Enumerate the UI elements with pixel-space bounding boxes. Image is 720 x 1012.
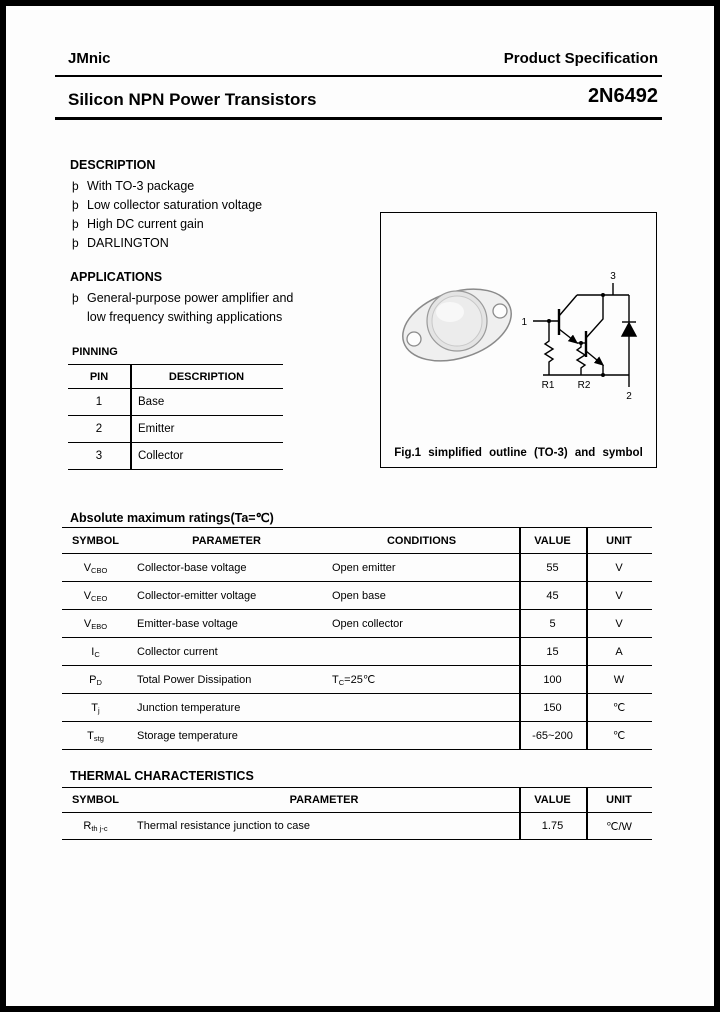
value-cell: 100 — [543, 673, 562, 686]
table-row — [62, 722, 652, 750]
table-row — [62, 638, 652, 666]
pinning-heading: PINNING — [72, 346, 118, 358]
symbol-cell: Tj — [91, 701, 100, 715]
conditions-cell: Open emitter — [332, 561, 396, 574]
table-row — [62, 582, 652, 610]
list-item-text: Low collector saturation voltage — [87, 198, 263, 212]
parameter-cell: Junction temperature — [137, 701, 241, 714]
table-row — [68, 416, 283, 443]
applications-heading: APPLICATIONS — [70, 270, 163, 284]
symbol-cell: VEBO — [83, 617, 108, 631]
conditions-cell: Open collector — [332, 617, 403, 630]
unit-cell: V — [615, 589, 623, 602]
table-row — [68, 443, 283, 470]
list-item-text: General-purpose power amplifier and — [87, 291, 294, 305]
brand-logo-text: JMnic — [68, 50, 111, 67]
pin-number: 1 — [95, 396, 103, 408]
table-header-row — [62, 788, 652, 813]
bullet-icon: þ — [72, 291, 79, 305]
table-vline — [519, 528, 521, 750]
to3-package-drawing — [394, 276, 521, 373]
r2-label: R2 — [577, 380, 591, 391]
value-cell: 45 — [546, 589, 559, 602]
unit-cell: V — [615, 561, 623, 574]
table-row — [68, 389, 283, 416]
bullet-icon: þ — [72, 198, 79, 212]
parameter-cell: Collector-base voltage — [137, 561, 247, 574]
applications-list — [72, 289, 293, 327]
table-row — [62, 666, 652, 694]
symbol-cell: Tstg — [87, 729, 104, 743]
table-row — [62, 694, 652, 722]
table-row — [62, 554, 652, 582]
conditions-cell: TC=25℃ — [332, 674, 376, 687]
table-vline — [586, 528, 588, 750]
table-vline — [586, 788, 588, 840]
value-cell: -65~200 — [532, 729, 573, 742]
list-item — [72, 234, 262, 253]
figure-caption: Fig.1 simplified outline (TO-3) and symbol — [394, 447, 643, 459]
header-spec-label: Product Specification — [503, 50, 658, 67]
header-rule — [55, 75, 662, 77]
column-header-symbol: SYMBOL — [71, 794, 120, 806]
pin-number: 2 — [95, 423, 103, 435]
bullet-icon: þ — [72, 236, 79, 250]
list-item-text: High DC current gain — [87, 217, 204, 231]
column-header-value: VALUE — [534, 534, 571, 547]
page-title: Silicon NPN Power Transistors — [68, 90, 317, 109]
value-cell: 55 — [546, 561, 559, 574]
unit-cell: A — [615, 645, 623, 658]
r1-label: R1 — [541, 380, 555, 391]
list-item-text: DARLINGTON — [87, 236, 169, 250]
column-header-conditions: CONDITIONS — [386, 534, 457, 547]
bullet-icon: þ — [72, 179, 79, 193]
parameter-cell: Storage temperature — [137, 729, 238, 742]
symbol-cell: Rth j-c — [83, 820, 108, 833]
pin-description: Emitter — [138, 423, 175, 435]
list-item-continuation — [72, 308, 293, 327]
value-cell: 15 — [546, 645, 559, 658]
list-item — [72, 196, 262, 215]
column-header-pin: PIN — [89, 370, 109, 383]
list-item — [72, 289, 293, 308]
title-rule — [55, 117, 662, 120]
unit-cell: V — [615, 617, 623, 630]
list-item — [72, 177, 262, 196]
column-header-parameter: PARAMETER — [192, 534, 261, 547]
thermal-heading: THERMAL CHARACTERISTICS — [70, 769, 254, 783]
bullet-icon: þ — [72, 217, 79, 231]
pin3-label: 3 — [610, 271, 616, 282]
description-list — [72, 177, 262, 253]
symbol-cell: PD — [89, 673, 102, 687]
part-number: 2N6492 — [587, 85, 658, 107]
symbol-cell: IC — [91, 645, 100, 659]
conditions-cell: Open base — [332, 589, 386, 602]
symbol-cell: VCBO — [83, 561, 108, 575]
table-row — [62, 610, 652, 638]
table-vline — [130, 365, 132, 470]
column-header-parameter: PARAMETER — [289, 794, 359, 806]
column-header-unit: UNIT — [606, 794, 632, 806]
parameter-cell: Emitter-base voltage — [137, 617, 238, 630]
table-header-row — [68, 365, 283, 389]
abs-max-table — [62, 527, 652, 750]
figure-drawing — [381, 213, 656, 437]
darlington-symbol — [533, 283, 636, 387]
thermal-table — [62, 787, 652, 840]
value-cell: 150 — [543, 701, 562, 714]
unit-cell: W — [613, 673, 625, 686]
figure-box — [380, 212, 657, 468]
column-header-symbol: SYMBOL — [71, 534, 120, 547]
unit-cell: ℃/W — [606, 820, 632, 833]
pin-number: 3 — [95, 450, 103, 462]
unit-cell: ℃ — [612, 702, 626, 714]
parameter-cell: Collector-emitter voltage — [137, 589, 257, 602]
table-header-row — [62, 528, 652, 554]
pin-description: Collector — [138, 450, 184, 462]
parameter-cell: Collector current — [137, 645, 218, 658]
description-heading: DESCRIPTION — [70, 158, 156, 172]
column-header-value: VALUE — [534, 794, 571, 806]
table-row — [62, 813, 652, 840]
value-cell: 5 — [549, 617, 556, 630]
value-cell: 1.75 — [541, 820, 564, 832]
column-header-unit: UNIT — [606, 534, 632, 547]
symbol-cell: VCEO — [83, 589, 108, 603]
unit-cell: ℃ — [612, 730, 626, 742]
list-item — [72, 215, 262, 234]
table-vline — [519, 788, 521, 840]
parameter-cell: Total Power Dissipation — [137, 673, 252, 686]
pin2-label: 2 — [626, 391, 632, 402]
parameter-cell: Thermal resistance junction to case — [137, 820, 311, 832]
pin1-label: 1 — [521, 317, 527, 328]
pin-description: Base — [138, 396, 165, 408]
pinning-table — [68, 364, 283, 470]
list-item-text: low frequency swithing applications — [87, 310, 283, 324]
column-header-description: DESCRIPTION — [168, 370, 245, 383]
abs-max-heading: Absolute maximum ratings(Ta=℃) — [70, 511, 274, 525]
list-item-text: With TO-3 package — [87, 179, 195, 193]
